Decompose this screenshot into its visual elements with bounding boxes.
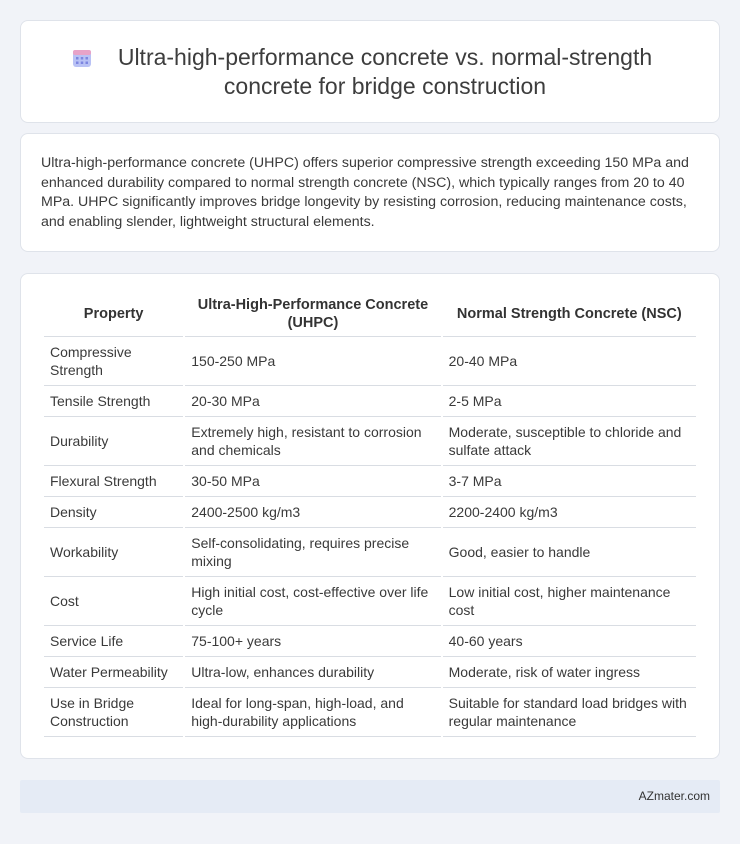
comparison-table xyxy=(42,292,698,737)
page-title: Ultra-high-performance concrete vs. normal-strength concrete for bridge construction xyxy=(117,43,653,99)
header-uhpc: Ultra-High-Performance Concrete (UHPC) xyxy=(185,292,440,337)
cell-nsc: Low initial cost, higher maintenance cost xyxy=(443,577,696,626)
cell-property: Durability xyxy=(44,417,183,466)
cell-uhpc: High initial cost, cost-effective over life cycle xyxy=(185,577,440,626)
title-card xyxy=(20,20,720,123)
cell-property: Cost xyxy=(44,577,183,626)
cell-uhpc: Self-consolidating, requires precise mixing xyxy=(185,528,440,577)
table-row xyxy=(44,497,696,528)
cell-nsc: 3-7 MPa xyxy=(443,466,696,497)
table-row xyxy=(44,417,696,466)
header-nsc: Normal Strength Concrete (NSC) xyxy=(443,292,696,337)
table-row xyxy=(44,657,696,688)
footer-credit: AZmater.com xyxy=(638,789,710,803)
table-row xyxy=(44,337,696,386)
cell-nsc: Good, easier to handle xyxy=(443,528,696,577)
summary-card xyxy=(20,133,720,252)
table-row xyxy=(44,577,696,626)
cell-property: Compressive Strength xyxy=(44,337,183,386)
table-row xyxy=(44,386,696,417)
cell-nsc: Moderate, susceptible to chloride and sulfate attack xyxy=(443,417,696,466)
cell-uhpc: Ideal for long-span, high-load, and high-durability applications xyxy=(185,688,440,737)
table-row xyxy=(44,466,696,497)
cell-uhpc: 150-250 MPa xyxy=(185,337,440,386)
cell-uhpc: 30-50 MPa xyxy=(185,466,440,497)
table-header-row xyxy=(44,292,696,337)
footer xyxy=(20,780,720,813)
table-row xyxy=(44,626,696,657)
cell-property: Density xyxy=(44,497,183,528)
cell-nsc: 20-40 MPa xyxy=(443,337,696,386)
cell-property: Workability xyxy=(44,528,183,577)
cell-property: Service Life xyxy=(44,626,183,657)
cell-nsc: 2-5 MPa xyxy=(443,386,696,417)
cell-nsc: 40-60 years xyxy=(443,626,696,657)
cell-nsc: Suitable for standard load bridges with regular maintenance xyxy=(443,688,696,737)
cell-property: Use in Bridge Construction xyxy=(44,688,183,737)
table-row xyxy=(44,688,696,737)
header-property: Property xyxy=(44,292,183,337)
cell-uhpc: 20-30 MPa xyxy=(185,386,440,417)
cell-uhpc: Ultra-low, enhances durability xyxy=(185,657,440,688)
cell-property: Water Permeability xyxy=(44,657,183,688)
comparison-table-card xyxy=(20,273,720,759)
cell-uhpc: 75-100+ years xyxy=(185,626,440,657)
cell-nsc: Moderate, risk of water ingress xyxy=(443,657,696,688)
cell-nsc: 2200-2400 kg/m3 xyxy=(443,497,696,528)
table-row xyxy=(44,528,696,577)
summary-text: Ultra-high-performance concrete (UHPC) offers superior compressive strength exceeding 150 MPa and enhanced durability compared to normal strength concrete (NSC), which typically ranges from 20 to 40 MPa. UHPC significantly improves bridge longevity by resisting corrosion, reducing maintenance costs, and enabling slender, lightweight structural elements. xyxy=(41,155,689,230)
cell-uhpc: Extremely high, resistant to corrosion and chemicals xyxy=(185,417,440,466)
cell-property: Flexural Strength xyxy=(44,466,183,497)
cell-property: Tensile Strength xyxy=(44,386,183,417)
cell-uhpc: 2400-2500 kg/m3 xyxy=(185,497,440,528)
